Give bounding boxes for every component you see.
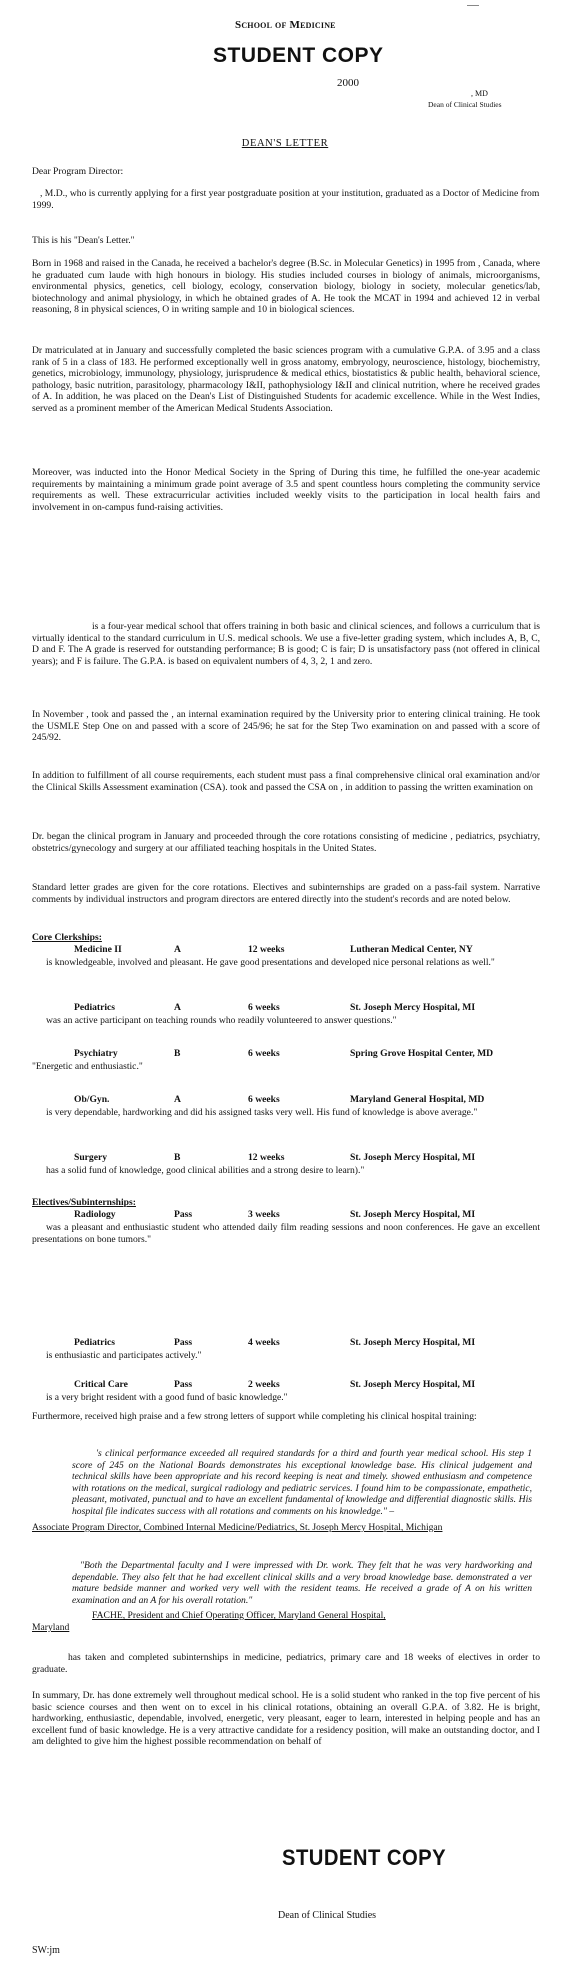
quote-2: "Both the Departmental faculty and I were impressed with Dr. work. They felt that he was very hardworking and dependable. They also felt that he had excellent clinical skills and a very broad knowledge base. demonstrated a ver mature bedside manner and worked very well with the resident teams. He received a grade of A on his written examination and an A for his overall rotation." [72,1560,532,1606]
rotation-weeks: 12 weeks [248,1152,285,1163]
rotation-row [32,1152,552,1164]
rotation-site: Spring Grove Hospital Center, MD [350,1048,494,1059]
clinical-paragraph: Dr. began the clinical program in January and proceeded through the core rotations consisting of medicine , pediatrics, psychiatry, obstetrics/gynecology and surgery at our affiliated teaching hospitals in the United States. [32,831,540,854]
november-paragraph: In November , took and passed the , an internal examination required by the University prior to entering clinical training. He took the USMLE Step One on and passed with a score of 245/96; he sat for the Step Two examination on and passed with a score of 245/92. [32,709,540,744]
elective-weeks: 3 weeks [248,1209,280,1220]
quote-2-attribution: FACHE, President and Chief Operating Officer, Maryland General Hospital, [92,1610,386,1621]
rotation-grade: A [174,1002,181,1013]
rotation-name: Medicine II [74,944,122,955]
summary-paragraph: In summary, Dr. has done extremely well throughout medical school. He is a solid student who ranked in the top five percent of his basic science courses and then went on to excel in his clinical rotations, obtaining an overall G.P.A. of 3.82. He is bright, hardworking, enthusiastic, dependable, involved, energetic, very pleasant, eager to learn, interested in helping people and has an excellent fund of basic knowledge. He is a very attractive candidate for a residency position, will make an outstanding doctor, and I am delighted to give him the highest possible recommendation on behalf of [32,1690,540,1748]
rotation-row [32,944,552,956]
rotation-weeks: 6 weeks [248,1002,280,1013]
rotation-comment: has a solid fund of knowledge, good clinical abilities and a strong desire to learn)." [46,1165,365,1176]
rotation-grade: A [174,944,181,955]
this-is-line: This is his "Dean's Letter." [32,235,135,246]
rotation-grade: B [174,1048,181,1059]
rotation-weeks: 6 weeks [248,1094,280,1105]
rotation-row [32,1094,552,1106]
quote-1: 's clinical performance exceeded all required standards for a third and fourth year medical school. His step 1 score of 245 on the National Boards demonstrates his exceptional knowledge base. His clinical judgement and technical skills have been appropriate and his record keeping is neat and timely. showed enthusiasm and competence with rotations on the medical, surgical radiology and pediatric services. I found him to be compassionate, empathetic, pleasant, motivated, punctual and to have an excellent fundamental of knowledge and differential diagnostic skills. His hospital file indicates success with all rotations and comments on his knowledge." – [72,1448,532,1517]
rotation-name: Psychiatry [74,1048,118,1059]
rotation-comment: is knowledgeable, involved and pleasant. He gave good presentations and developed nice personal relations as well." [46,957,495,968]
elective-name: Pediatrics [74,1337,116,1348]
intro-paragraph [32,188,540,211]
elective-row [32,1209,552,1221]
rotation-weeks: 6 weeks [248,1048,280,1059]
student-copy-stamp: STUDENT COPY [213,44,384,67]
rotation-site: Maryland General Hospital, MD [350,1094,485,1105]
subinternships-paragraph: has taken and completed subinternships in medicine, pediatrics, primary care and 18 weeks of electives in order to graduate. [32,1652,540,1675]
corner-mark [467,5,479,6]
elective-site: St. Joseph Mercy Hospital, MI [350,1379,476,1390]
quote-2-attribution-state: Maryland [32,1622,70,1633]
elective-grade: Pass [174,1209,193,1220]
furthermore-paragraph: Furthermore, received high praise and a few strong letters of support while completing his clinical hospital training: [32,1411,477,1422]
elective-grade: Pass [174,1379,193,1390]
rotation-name: Ob/Gyn. [74,1094,110,1105]
elective-comment: is a very bright resident with a good fund of basic knowledge." [46,1392,288,1403]
rotation-site: St. Joseph Mercy Hospital, MI [350,1152,476,1163]
moreover-paragraph: Moreover, was inducted into the Honor Medical Society in the Spring of During this time, he fulfilled the one-year academic requirements by maintaining a minimum grade point average of 3.5 and spent countless hours completing the community service requirements as well. These extracurricular activities included weekly visits to the participation in local health fairs and involvement in on-campus fund-raising activities. [32,467,540,513]
elective-comment: is enthusiastic and participates actively." [46,1350,202,1361]
initials: SW:jm [32,1945,60,1956]
fulfillment-paragraph: In addition to fulfillment of all course requirements, each student must pass a final comprehensive clinical oral examination and/or the Clinical Skills Assessment examination (CSA). took and passed the CSA on , in addition to passing the written examination on [32,770,540,793]
md-suffix: , MD [471,89,488,98]
year: 2000 [337,77,359,89]
school-description: is a four-year medical school that offers training in both basic and clinical sciences, and follows a curriculum that is virtually identical to the standard curriculum in U.S. medical schools. We use a five-letter grading system, which includes A, B, C, D and F. The A grade is reserved for outstanding performance; B is good; C is fair; D is unsatisfactory pass (not offered in clinical years); and F is failure. The G.P.A. is based on equivalent numbers of 4, 3, 2, 1 and zero. [32,621,540,667]
rotation-site: Lutheran Medical Center, NY [350,944,473,955]
rotation-comment: is very dependable, hardworking and did his assigned tasks very well. His fund of knowledge is above average." [46,1107,478,1118]
salutation: Dear Program Director: [32,166,124,177]
core-clerkships-heading: Core Clerkships: [32,932,102,943]
elective-weeks: 2 weeks [248,1379,280,1390]
elective-grade: Pass [174,1337,193,1348]
rotation-comment: "Energetic and enthusiastic." [32,1061,143,1072]
elective-site: St. Joseph Mercy Hospital, MI [350,1337,476,1348]
rotation-grade: B [174,1152,181,1163]
signature-stamp: STUDENT COPY [282,1845,447,1870]
rotation-name: Surgery [74,1152,108,1163]
electives-heading: Electives/Subinternships: [32,1197,136,1208]
rotation-weeks: 12 weeks [248,944,285,955]
elective-weeks: 4 weeks [248,1337,280,1348]
matriculated-paragraph: Dr matriculated at in January and successfully completed the basic sciences program with a cumulative G.P.A. of 3.95 and a class rank of 5 in a class of 183. He performed exceptionally well in gross anatomy, embryology, neuroscience, histology, biochemistry, genetics, microbiology, immunology, physiology, jurisprudence & medical ethics, biostatistics & public health, behavioral science, pathology, basic nutrition, parasitology, pharmacology I&II, pathophysiology I&II and clinical nutrition, where he received grades of A. In addition, he was placed on the Dean's List of Distinguished Students for academic excellence. While in the West Indies, served as a prominent member of the American Medical Students Association. [32,345,540,414]
quote-1-attribution: Associate Program Director, Combined Internal Medicine/Pediatrics, St. Joseph Mercy Hospital, Michigan [32,1522,443,1533]
rotation-grade: A [174,1094,181,1105]
intro-year: 1999. [32,199,54,211]
rotation-site: St. Joseph Mercy Hospital, MI [350,1002,476,1013]
rotation-row [32,1002,552,1014]
born-paragraph: Born in 1968 and raised in the Canada, he received a bachelor's degree (B.Sc. in Molecular Genetics) in 1995 from , Canada, where he graduated cum laude with high honours in biology. His studies included courses in biology of animals, microorganisms, environmental physics, genetics, cell biology, ecology, conservation biology, biology in society, molecular genetics/lab, biotechnology and animal physiology, in which he obtained grades of A. He took the MCAT in 1994 and achieved 12 in verbal reasoning, 8 in physical sciences, O in writing sample and 10 in biological sciences. [32,258,540,316]
school-name [235,20,336,32]
rotation-name: Pediatrics [74,1002,116,1013]
rotation-row [32,1048,552,1060]
elective-name: Critical Care [74,1379,128,1390]
letter-title: DEAN'S LETTER [241,138,329,149]
elective-comment: was a pleasant and enthusiastic student who attended daily film reading sessions and noon conferences. He gave an excellent presentations on bone tumors." [32,1222,540,1245]
dean-title-top: Dean of Clinical Studies [428,100,502,109]
school-name-text: School of Medicine [235,19,336,31]
rotation-comment: was an active participant on teaching rounds who readily volunteered to answer questions." [46,1015,397,1026]
elective-row [32,1379,552,1391]
elective-name: Radiology [74,1209,116,1220]
elective-row [32,1337,552,1349]
elective-site: St. Joseph Mercy Hospital, MI [350,1209,476,1220]
dean-signature-title: Dean of Clinical Studies [278,1910,377,1921]
grading-paragraph: Standard letter grades are given for the core rotations. Electives and subinternships are graded on a pass-fail system. Narrative comments by individual instructors and program directors are entered directly into the student's records and are noted below. [32,882,540,905]
intro-text: , M.D., who is currently applying for a first year postgraduate position at your institution, graduated as a Doctor of Medicine from [40,188,540,199]
